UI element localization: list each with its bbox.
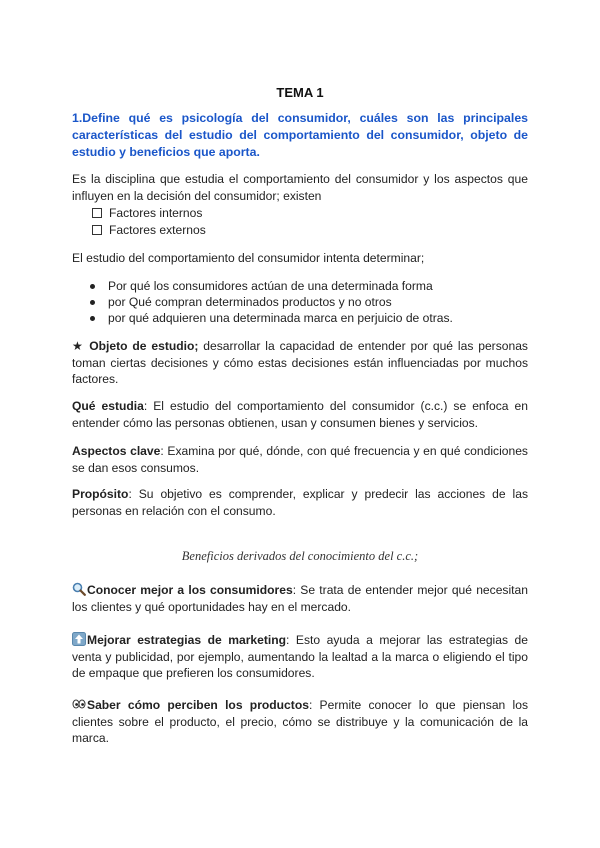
bullet-icon: [90, 316, 95, 321]
page-title: TEMA 1: [276, 85, 324, 100]
factor-item: [92, 205, 202, 221]
list-item-text: por qué adquieren una determinada marca en perjuicio de otras.: [108, 311, 453, 325]
benefit-label: Conocer mejor a los consumidores: [87, 583, 293, 597]
list-item: [90, 310, 453, 326]
study-intro-paragraph: El estudio del comportamiento del consumidor intenta determinar;: [72, 251, 425, 265]
bullet-icon: [90, 284, 95, 289]
aspectos-text: : Examina por qué, dónde, con qué frecuencia y en qué condiciones se dan esos consumos.: [72, 444, 528, 475]
objeto-label: Objeto de estudio;: [89, 339, 199, 353]
list-item-text: por Qué compran determinados productos y no otros: [108, 295, 392, 309]
checkbox-icon: [92, 225, 102, 235]
factor-item: [92, 222, 206, 238]
intro-paragraph: Es la disciplina que estudia el comportamiento del consumidor y los aspectos que influyen en la decisión del consumidor; existen: [72, 172, 528, 203]
factor-label: Factores internos: [109, 206, 203, 220]
benefit-text: : Esto ayuda a mejorar las estrategias de venta y publicidad, por ejemplo, aumentando la lealtad a la marca o eligiendo el tipo de empaque que prefieren los consumidores.: [72, 633, 528, 680]
factor-label: Factores externos: [109, 223, 206, 237]
benefit-paragraph: [72, 697, 528, 747]
benefit-text: : Se trata de entender mejor qué necesitan los clientes y qué oportunidades hay en el mercado.: [72, 583, 528, 614]
objeto-paragraph: [72, 338, 528, 388]
que-estudia-text: : El estudio del comportamiento del consumidor (c.c.) se enfoca en entender cómo las personas obtienen, usan y consumen bienes y servicios.: [72, 399, 528, 430]
eyes-icon: [72, 697, 86, 711]
que-estudia-label: Qué estudia: [72, 399, 144, 413]
benefit-paragraph: [72, 632, 528, 682]
benefit-paragraph: [72, 582, 528, 615]
benefit-label: Saber cómo perciben los productos: [87, 698, 309, 712]
proposito-paragraph: [72, 486, 528, 519]
bullet-icon: [90, 300, 95, 305]
aspectos-paragraph: [72, 443, 528, 476]
objeto-text: desarrollar la capacidad de entender por qué las personas toman ciertas decisiones y cómo estas decisiones están influenciadas por muchos factores.: [72, 339, 528, 386]
question-heading: 1.Define qué es psicología del consumidor, cuáles son las principales características del estudio del comportamiento del consumidor, objeto de estudio y beneficios que aporta.: [72, 111, 528, 159]
list-item: [90, 294, 392, 310]
benefits-subtitle: Beneficios derivados del conocimiento del c.c.;: [181, 549, 419, 563]
que-estudia-paragraph: [72, 398, 528, 431]
list-item-text: Por qué los consumidores actúan de una determinada forma: [108, 279, 433, 293]
magnifier-icon: [72, 582, 86, 596]
benefit-text: : Permite conocer lo que piensan los clientes sobre el producto, el precio, cómo se distribuye y la comunicación de la marca.: [72, 698, 528, 745]
up-arrow-icon: [72, 632, 86, 646]
proposito-label: Propósito: [72, 487, 129, 501]
aspectos-label: Aspectos clave: [72, 444, 161, 458]
benefit-label: Mejorar estrategias de marketing: [87, 633, 287, 647]
proposito-text: : Su objetivo es comprender, explicar y predecir las acciones de las personas en relación con el consumo.: [72, 487, 528, 518]
checkbox-icon: [92, 208, 102, 218]
star-icon: ★: [72, 339, 85, 353]
list-item: [90, 278, 433, 294]
